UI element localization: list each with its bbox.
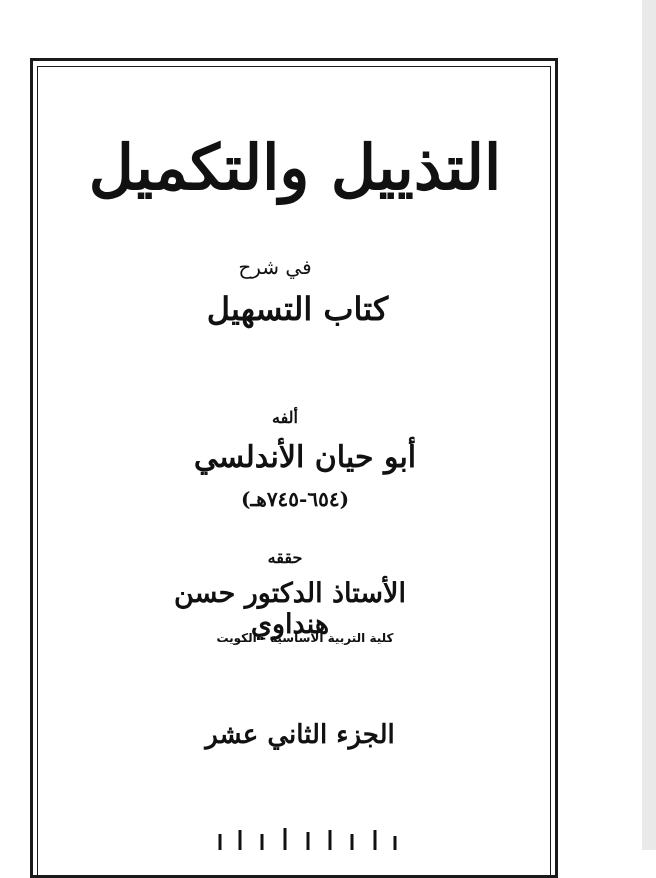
subtitle-book: كتاب التسهيل <box>206 290 389 328</box>
editor-label: حققه <box>267 548 303 567</box>
publisher-logo-partial <box>200 820 410 850</box>
author-label: ألفه <box>272 408 298 427</box>
editor-affiliation: كلية التربية الأساسية - الكويت <box>216 631 394 645</box>
author-dates: (٦٥٤-٧٤٥هـ) <box>240 487 350 511</box>
author-name: أبو حيان الأندلسي <box>193 440 417 475</box>
scan-edge <box>642 0 656 850</box>
book-title: التذييل والتكميل <box>88 131 502 204</box>
volume-number: الجزء الثاني عشر <box>205 720 395 750</box>
subtitle-prefix: في شرح <box>238 255 312 279</box>
editor-name: الأستاذ الدكتور حسن هنداوي <box>174 578 406 640</box>
